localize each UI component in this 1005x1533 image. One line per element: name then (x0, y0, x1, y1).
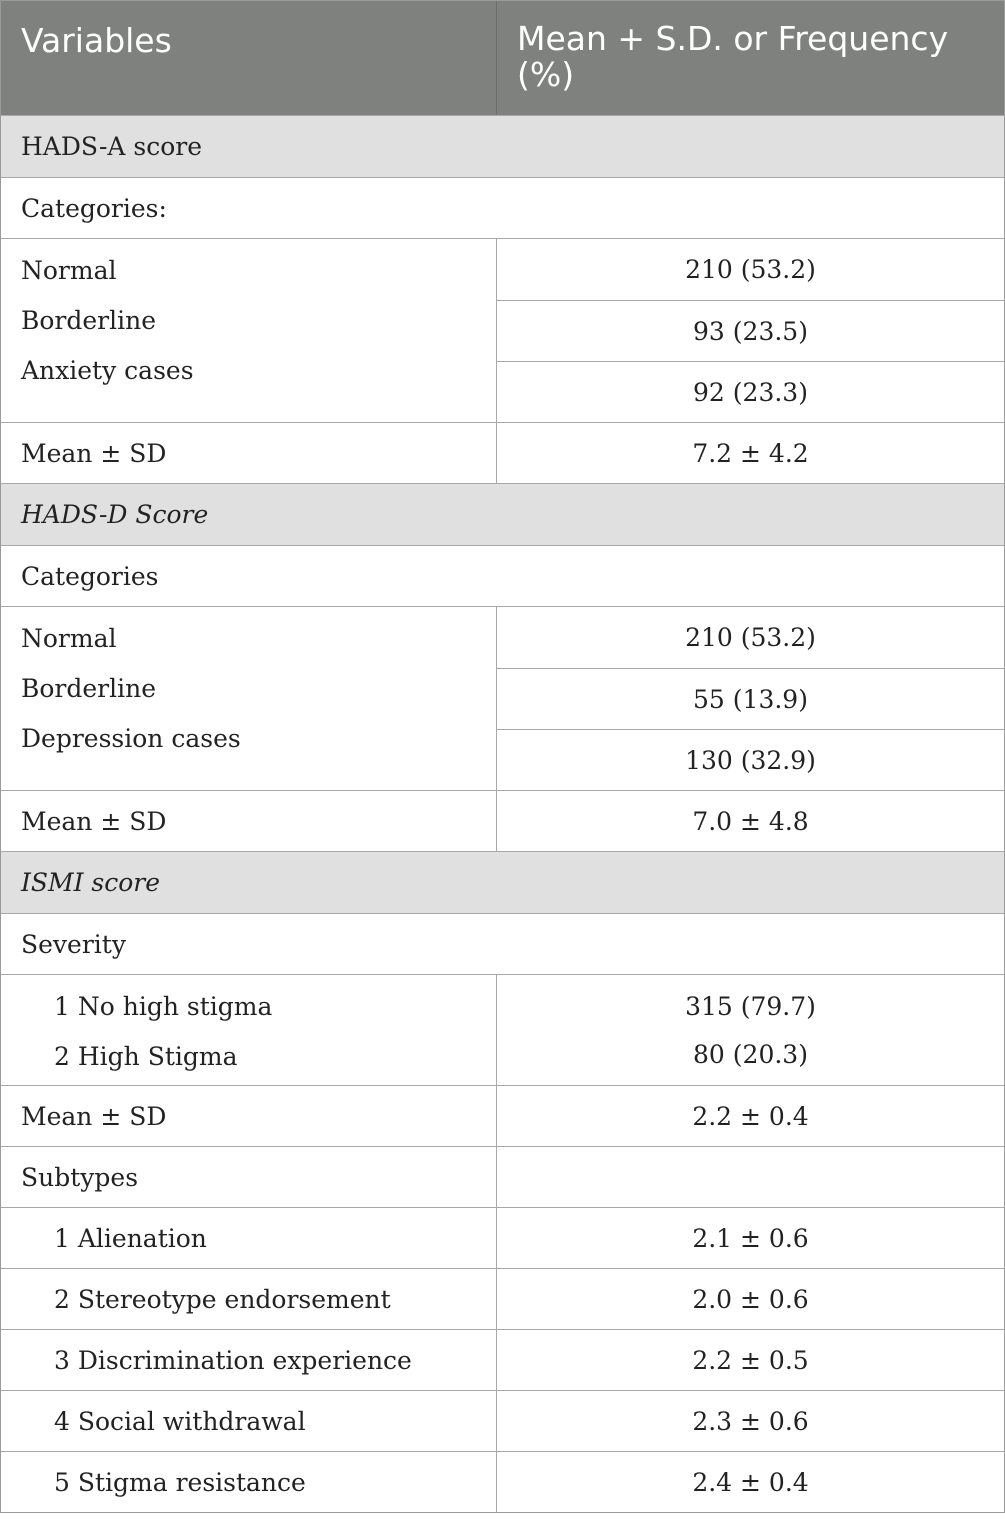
row-label: Normal (21, 624, 117, 653)
row-value: 92 (23.3) (497, 361, 1004, 422)
row-value: 210 (53.2) (685, 623, 816, 652)
table-row (1, 1329, 1004, 1390)
row-value: 2.2 ± 0.4 (496, 1086, 1004, 1146)
row-label: Normal (21, 256, 117, 285)
row-value: 2.2 ± 0.5 (496, 1330, 1004, 1390)
table-row (1, 1451, 1004, 1512)
table-row (1, 790, 1004, 851)
table-row (1, 422, 1004, 483)
group-values (496, 607, 1004, 790)
row-label: Borderline (21, 674, 157, 703)
row-value: 315 (79.7) (685, 992, 816, 1021)
row-value (496, 1147, 1004, 1207)
section-hads-a (1, 115, 1004, 177)
hads-d-categories-group (1, 606, 1004, 790)
group-labels (1, 975, 496, 1085)
row-label: Severity (21, 929, 126, 959)
row-value: 2.3 ± 0.6 (496, 1391, 1004, 1451)
header-mean-frequency (496, 1, 1004, 115)
header-variables: Variables (21, 21, 172, 60)
section-title: HADS-A score (21, 132, 203, 161)
row-label: 5 Stigma resistance (54, 1467, 306, 1497)
header-mean-line2: (%) (517, 55, 575, 94)
row-label: 2 Stereotype endorsement (54, 1284, 391, 1314)
row-value: 2.0 ± 0.6 (496, 1269, 1004, 1329)
hads-a-categories-group (1, 238, 1004, 422)
section-title: ISMI score (21, 868, 161, 897)
row-value: 7.2 ± 4.2 (496, 423, 1004, 483)
row-label: 1 Alienation (54, 1223, 207, 1253)
group-labels (1, 607, 496, 790)
row-value: 210 (53.2) (685, 255, 816, 284)
row-label: 3 Discrimination experience (54, 1345, 412, 1375)
table-row (1, 545, 1004, 606)
row-value: 93 (23.5) (497, 300, 1004, 361)
row-label: Borderline (21, 306, 157, 335)
table-row (1, 1146, 1004, 1207)
table-header (1, 1, 1004, 115)
section-ismi (1, 851, 1004, 913)
row-label: 2 High Stigma (54, 1042, 238, 1071)
table-row (1, 1390, 1004, 1451)
section-title: HADS-D Score (21, 500, 209, 529)
row-label: Subtypes (21, 1162, 139, 1192)
row-label: Mean ± SD (21, 806, 167, 836)
table-row (1, 1268, 1004, 1329)
row-label: 1 No high stigma (54, 992, 273, 1021)
row-label: Categories: (21, 193, 167, 223)
row-label: Categories (21, 561, 159, 591)
group-labels (1, 239, 496, 422)
row-label: Mean ± SD (21, 1101, 167, 1131)
row-value: 2.1 ± 0.6 (496, 1208, 1004, 1268)
row-value: 80 (20.3) (693, 1040, 808, 1069)
section-hads-d (1, 483, 1004, 545)
table-row (1, 1207, 1004, 1268)
table-row (1, 177, 1004, 238)
table-row (1, 913, 1004, 974)
ismi-severity-group (1, 974, 1004, 1085)
group-values (496, 239, 1004, 422)
row-value: 55 (13.9) (497, 668, 1004, 729)
group-values (496, 975, 1004, 1085)
row-value: 2.4 ± 0.4 (496, 1452, 1004, 1512)
table-row (1, 1085, 1004, 1146)
row-label: Anxiety cases (21, 356, 194, 385)
row-value: 7.0 ± 4.8 (496, 791, 1004, 851)
header-mean-line1: Mean + S.D. or Frequency (517, 19, 949, 58)
row-label: Mean ± SD (21, 438, 167, 468)
row-label: 4 Social withdrawal (54, 1406, 306, 1436)
row-label: Depression cases (21, 724, 241, 753)
row-value: 130 (32.9) (497, 729, 1004, 790)
